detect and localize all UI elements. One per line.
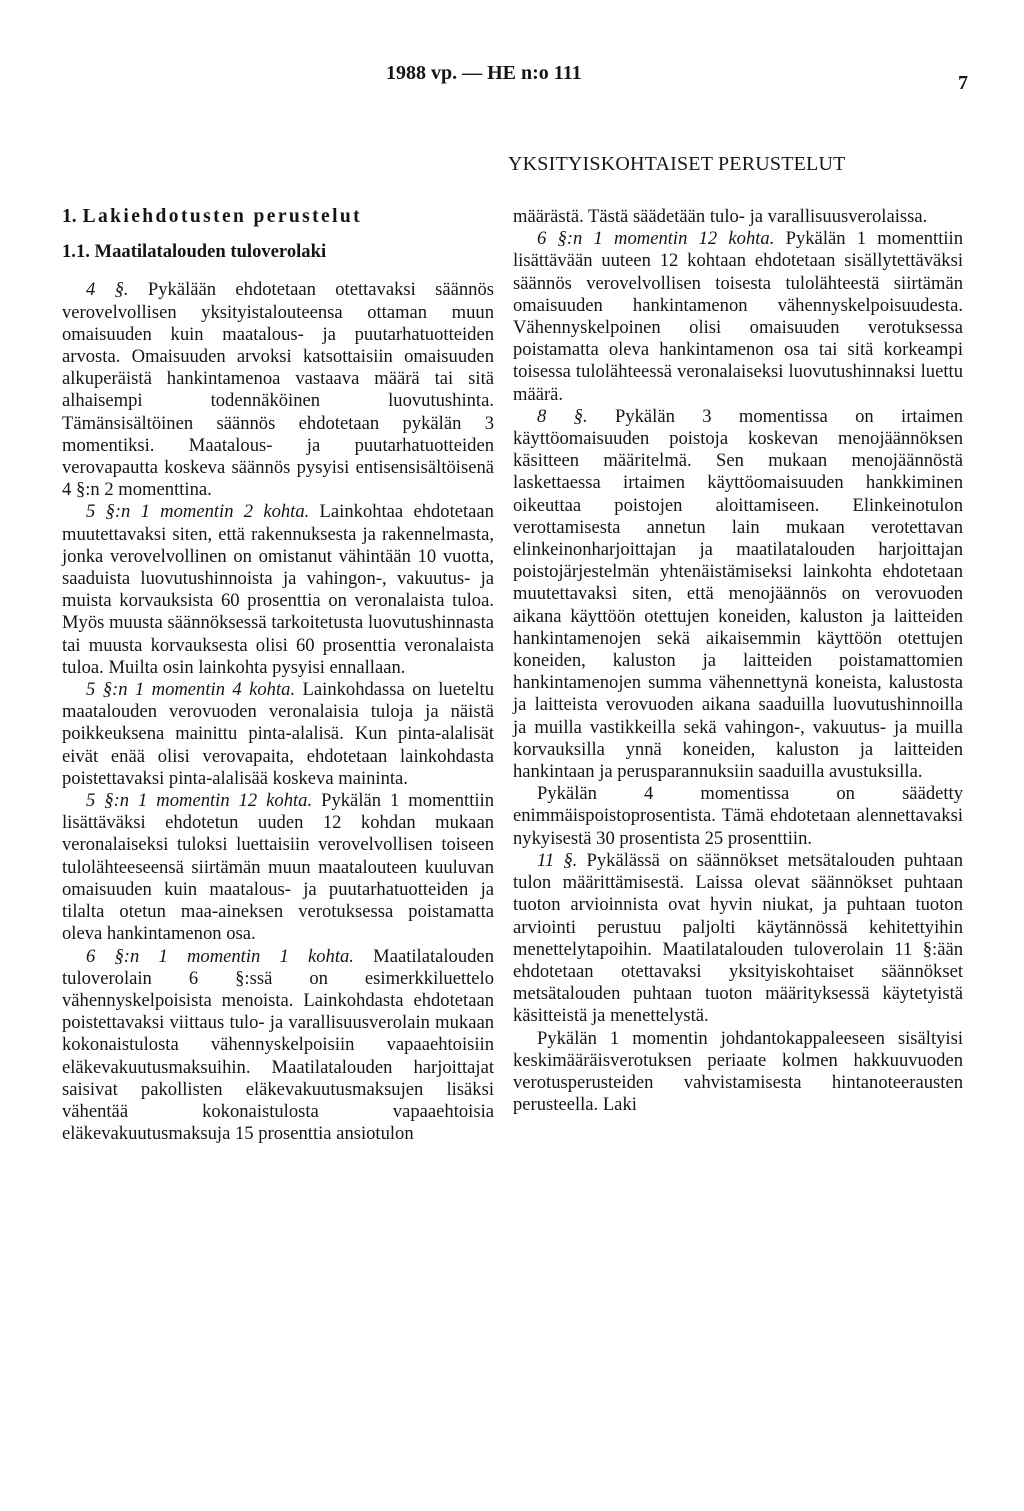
paragraph	[62, 679, 494, 790]
paragraph-text: Pykälän 4 momentissa on säädetty enimmäispoistoprosentista. Tämä ehdotetaan alennettavaksi nykyisestä 30 prosentista 25 prosenttiin.	[513, 783, 963, 849]
section-title: Lakiehdotusten perustelut	[82, 206, 363, 227]
left-paragraphs	[62, 279, 494, 1145]
page-number: 7	[958, 72, 968, 94]
continued-paragraph: määrästä. Tästä säädetään tulo- ja varallisuusverolaissa.	[513, 206, 928, 227]
section-number: 1.	[62, 206, 77, 227]
section-reference: 6 §:n 1 momentin 12 kohta.	[537, 228, 775, 250]
paragraph	[62, 279, 494, 501]
paragraph-text: Lainkohdassa on lueteltu maatalouden verovuoden veronalaisia tuloja ja näistä poikkeuksena mainittu pinta-alalisä. Kun pinta-alalisät eivät enää olisi verovapaita, ehdotetaan lainkohdasta poistettavaksi pinta-alalisää koskeva maininta.	[62, 679, 494, 789]
section-reference: 5 §:n 1 momentin 12 kohta.	[86, 790, 313, 812]
section-reference: 4 §.	[86, 279, 129, 301]
paragraph	[513, 228, 963, 406]
paragraph	[62, 790, 494, 945]
section-heading	[62, 206, 494, 228]
paragraph	[513, 850, 963, 1028]
paragraph	[513, 406, 963, 783]
section-reference: 5 §:n 1 momentin 2 kohta.	[86, 501, 310, 523]
page-header	[0, 62, 1024, 94]
paragraph-text: Pykälässä on säännökset metsätalouden puhtaan tulon määrittämisestä. Laissa olevat säännökset puhtaan tuoton arvioinnista ovat hyvin niukat, ja puhtaan tuoton arviointi perustuu paljolti käytännössä kehitettyihin menettelytapoihin. Maatilatalouden tuloverolain 11 §:ään ehdotetaan otettavaksi yksityiskohtaiset säännökset metsätalouden puhtaan tuoton määrityksessä käytetyistä käsitteistä ja menettelystä.	[513, 849, 964, 1027]
paragraph-text: Pykälän 1 momentin johdantokappaleeseen sisältyisi keskimääräisverotuksen periaate kolmen hakkuuvuoden verotusperusteiden vahvistamisesta hintanoteerausten perusteella. Laki	[513, 1027, 963, 1116]
page-title: YKSITYISKOHTAISET PERUSTELUT	[508, 153, 846, 175]
section-reference: 6 §:n 1 momentin 1 kohta.	[86, 945, 354, 967]
section-reference: 5 §:n 1 momentin 4 kohta.	[86, 679, 296, 701]
section-reference: 11 §.	[537, 849, 578, 871]
left-column	[62, 206, 494, 1145]
paragraph-text: Pykälän 1 momenttiin lisättäväksi ehdotetun uuden 12 kohdan mukaan veronalaiseksi tuloksi luettaisiin verovelvollisen toiseen tulolähteeseensä siirtämän muun maatalouteen kuuluvan omaisuuden kuin maatalous- ja puutarhatuotteiden ja tilalta otetun maa-aineksen verotuksessa poistamatta oleva hankintamenon osa.	[62, 790, 495, 945]
section-reference: 8 §.	[537, 405, 588, 427]
paragraph-text: Pykälän 3 momentissa on irtaimen käyttöomaisuuden poistoja koskevan menojäännöksen käsitteen määritelmä. Sen mukaan menojäännöstä laskettaessa irtaimen käyttöomaisuuden hankkiminen oikeuttaa poistojen aloittamiseen. Elinkeinotulon verottamisesta annetun lain mukaan verotettavan elinkeinonharjoittajan ja maatilatalouden harjoittajan poistojärjestelmän yhtenäistämiseksi lainkohta ehdotetaan muutettavaksi siten, että menojäännös on verovuoden aikana käyttöön otettujen koneiden, kaluston ja laitteiden hankintamenojen sekä aikaisemmin käyttöön otettujen koneiden, kaluston ja laitteiden poistamattomien hankintamenojen summa vähennettynä koneista, kalustosta ja laitteista verovuoden aikana saaduilla luovutushinnoilla ja muilla vastikkeilla sekä vahingon-, vakuutus- ja muilla korvauksilla ynnä koneiden, kaluston ja laitteiden hankintaan ja perusparannuksiin saaduilla avustuksilla.	[513, 405, 964, 783]
subsection-title: Maatilatalouden tuloverolaki	[94, 241, 327, 263]
paragraph-text: Pykälän 1 momenttiin lisättävään uuteen 12 kohtaan ehdotetaan sisällytettäväksi säännös verovelvollisen toisesta tulolähteestä siirtämän omaisuuden hankintamenon vähennyskelpoisuudesta. Vähennyskelpoinen olisi omaisuuden verotuksessa poistamatta oleva hankintamenon osa tai sitä korkeampi toisessa tulolähteessä veronalaiseksi luovutushinnaksi luettu määrä.	[513, 228, 964, 405]
right-column	[513, 206, 963, 1116]
paragraph	[513, 1028, 963, 1117]
subsection-number: 1.1.	[62, 241, 90, 263]
paragraph	[62, 501, 494, 679]
paragraph-text: Pykälään ehdotetaan otettavaksi säännös verovelvollisen yksityistalouteensa ottaman muun omaisuuden kuin maatalous- ja puutarhatuotteiden arvosta. Omaisuuden arvoksi katsottaisiin omaisuuden alkuperäistä hankintamenoa vastaava määrä tai sitä alhaisempi todennäköinen luovutushinta. Tämänsisältöinen säännös ehdotetaan pykälän 3 momentiksi. Maatalous- ja puutarhatuotteiden verovapautta koskeva säännös pysyisi entisensisältöisenä 4 §:n 2 momenttina.	[62, 279, 494, 501]
paragraph-text: Maatilatalouden tuloverolain 6 §:ssä on esimerkkiluettelo vähennyskelpoisista menoista. Lainkohdasta ehdotetaan poistettavaksi viittaus tulo- ja varallisuusverolain mukaan kokonaistulosta vähennyskelpoisiin vapaaehtoisiin eläkevakuutusmaksuihin. Maatilatalouden harjoittajat saisivat pakollisten eläkevakuutusmaksujen lisäksi vähentää kokonaistulosta vapaaehtoisia eläkevakuutusmaksuja 15 prosenttia ansiotulon	[62, 945, 494, 1145]
paragraph	[62, 946, 494, 1146]
paragraph-text: Lainkohtaa ehdotetaan muutettavaksi siten, että rakennuksesta ja rakennelmasta, jonka verovelvollinen on omistanut vähintään 10 vuotta, saaduista luovutushinnoista ja vahingon-, vakuutus- ja muista korvauksista 60 prosenttia on veronalaista tuloa. Myös muusta säännöksessä tarkoitetusta luovutushinnasta tai muusta korvauksesta olisi 60 prosenttia veronalaista tuloa. Muilta osin lainkohta pysyisi ennallaan.	[62, 501, 494, 678]
running-head: 1988 vp. — HE n:o 111	[386, 62, 582, 84]
subsection-heading	[62, 241, 494, 263]
paragraph	[513, 783, 963, 850]
